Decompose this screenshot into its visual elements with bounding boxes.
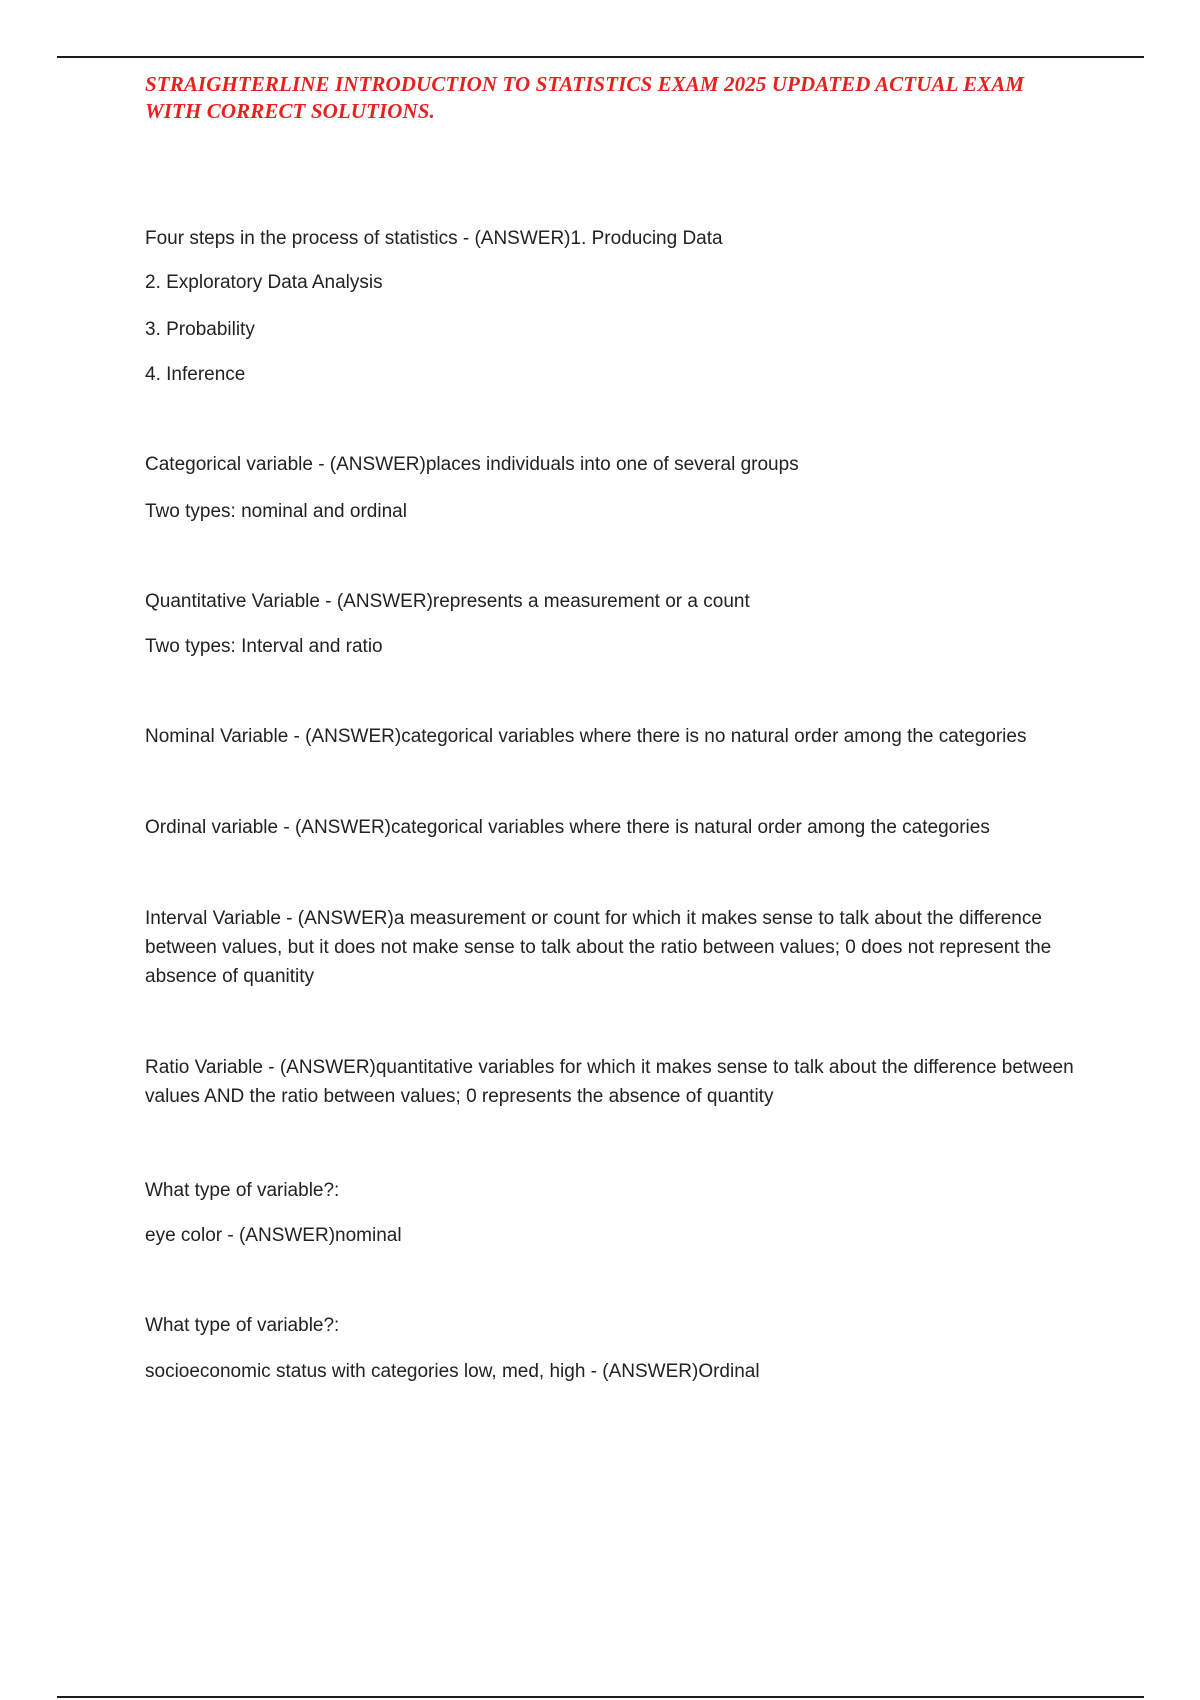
socioeconomic-status-answer: socioeconomic status with categories low, med, high - (ANSWER)Ordinal <box>145 1361 760 1382</box>
variable-type-question-2: What type of variable?: <box>145 1315 340 1336</box>
document-title: STRAIGHTERLINE INTRODUCTION TO STATISTICS EXAM 2025 UPDATED ACTUAL EXAM WITH CORRECT SOLUTIONS. <box>145 72 1025 123</box>
ratio-variable-answer: Ratio Variable - (ANSWER)quantitative variables for which it makes sense to talk about the difference between values AND the ratio between values; 0 represents the absence of quantity <box>145 1057 1074 1107</box>
ordinal-variable-answer: Ordinal variable - (ANSWER)categorical variables where there is natural order among the categories <box>145 817 990 838</box>
nominal-variable-answer: Nominal Variable - (ANSWER)categorical variables where there is no natural order among the categories <box>145 726 1027 747</box>
step-3-line: 3. Probability <box>145 319 255 340</box>
step-4-line: 4. Inference <box>145 364 246 385</box>
variable-type-question-1: What type of variable?: <box>145 1180 340 1201</box>
quantitative-variable-answer: Quantitative Variable - (ANSWER)represents a measurement or a count <box>145 591 750 612</box>
bottom-rule <box>57 1696 1144 1698</box>
interval-variable-answer: Interval Variable - (ANSWER)a measurement or count for which it makes sense to talk about the difference between values, but it does not make sense to talk about the ratio between values; 0 does not represent the absence of quanitity <box>145 908 1052 987</box>
statistics-steps-question: Four steps in the process of statistics - (ANSWER)1. Producing Data <box>145 228 723 249</box>
eye-color-answer: eye color - (ANSWER)nominal <box>145 1225 402 1246</box>
categorical-variable-answer: Categorical variable - (ANSWER)places individuals into one of several groups <box>145 454 799 475</box>
categorical-types-line: Two types: nominal and ordinal <box>145 501 407 522</box>
step-2-line: 2. Exploratory Data Analysis <box>145 272 383 293</box>
top-rule <box>57 56 1144 58</box>
quantitative-types-line: Two types: Interval and ratio <box>145 636 383 657</box>
